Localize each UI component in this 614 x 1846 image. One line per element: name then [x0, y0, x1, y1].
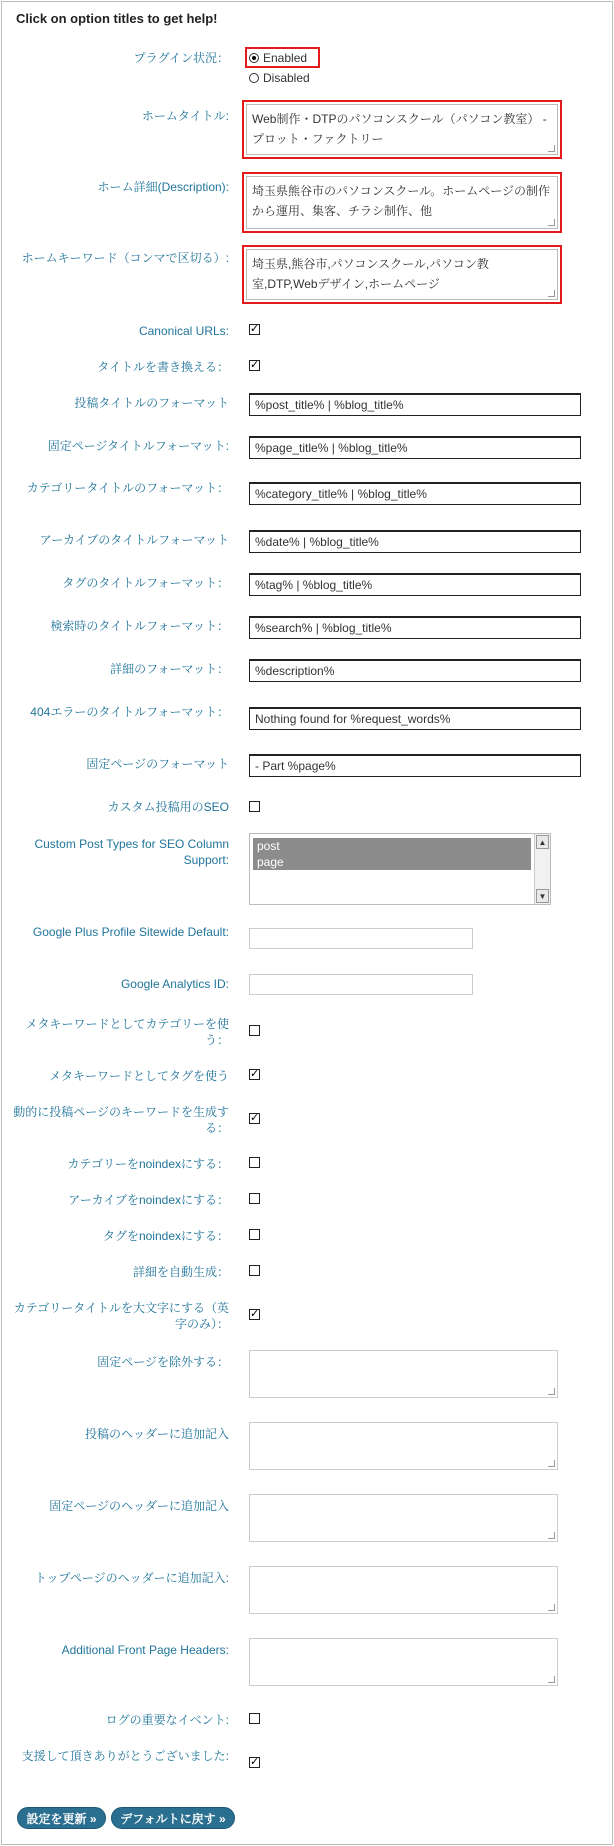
- tag-title-format-input[interactable]: %tag% | %blog_title%: [249, 573, 581, 596]
- donated-label[interactable]: 支援して頂きありがとうございました:: [21, 1749, 229, 1763]
- home-keywords-value: 埼玉県,熊谷市,パソコンスクール,パソコン教室,DTP,Webデザイン,ホームページ: [252, 257, 489, 291]
- donated-checkbox[interactable]: ✓: [250, 1756, 260, 1768]
- tag-meta-checkbox[interactable]: ✓: [250, 1068, 260, 1080]
- update-settings-button[interactable]: 設定を更新 »: [17, 1807, 106, 1829]
- category-noindex-label[interactable]: カテゴリーをnoindexにする：: [67, 1157, 229, 1171]
- resize-grip-icon[interactable]: [548, 1676, 555, 1683]
- radio-disabled-dot[interactable]: [249, 73, 259, 83]
- capitalize-category-checkbox[interactable]: ✓: [250, 1308, 260, 1320]
- dynamic-keywords-checkbox[interactable]: ✓: [250, 1112, 260, 1124]
- home-description-textarea[interactable]: [246, 176, 558, 229]
- 404-title-format-label[interactable]: 404エラーのタイトルフォーマット：: [30, 705, 229, 719]
- page-title-format-input[interactable]: %page_title% | %blog_title%: [249, 436, 581, 459]
- radio-disabled-label: Disabled: [263, 71, 310, 85]
- auto-description-checkbox[interactable]: [249, 1265, 260, 1276]
- archive-noindex-label[interactable]: アーカイブをnoindexにする：: [68, 1193, 229, 1207]
- cpt-option-page[interactable]: page: [253, 854, 531, 870]
- paged-format-label[interactable]: 固定ページのフォーマット: [86, 757, 229, 771]
- home-title-label[interactable]: ホームタイトル:: [141, 109, 229, 123]
- description-format-label[interactable]: 詳細のフォーマット：: [110, 662, 229, 676]
- category-meta-label[interactable]: メタキーワードとしてカテゴリーを使う：: [25, 1017, 229, 1047]
- canonical-urls-checkbox[interactable]: ✓: [250, 323, 260, 335]
- home-keywords-textarea[interactable]: [246, 249, 558, 300]
- resize-grip-icon[interactable]: [548, 1460, 555, 1467]
- resize-grip-icon[interactable]: [548, 219, 555, 226]
- home-keywords-label[interactable]: ホームキーワード（コンマで区切る）:: [21, 251, 229, 265]
- tag-noindex-label[interactable]: タグをnoindexにする：: [102, 1229, 229, 1243]
- google-analytics-label[interactable]: Google Analytics ID:: [120, 977, 229, 991]
- description-format-input[interactable]: %description%: [249, 659, 581, 682]
- archive-title-format-input[interactable]: %date% | %blog_title%: [249, 530, 581, 553]
- tag-meta-label[interactable]: メタキーワードとしてタグを使う: [48, 1069, 229, 1083]
- scroll-up-icon[interactable]: ▲: [536, 835, 549, 849]
- rewrite-titles-checkbox[interactable]: ✓: [250, 359, 260, 371]
- cpt-option-post[interactable]: post: [253, 838, 531, 854]
- category-noindex-checkbox[interactable]: [249, 1157, 260, 1168]
- radio-enabled[interactable]: [249, 51, 307, 65]
- post-header-textarea[interactable]: [249, 1422, 558, 1470]
- home-title-value: Web制作・DTPのパソコンスクール（パソコン教室） - プロット・ファクトリー: [252, 112, 547, 146]
- custom-post-seo-label[interactable]: カスタム投稿用のSEO: [107, 800, 229, 814]
- resize-grip-icon[interactable]: [548, 145, 555, 152]
- auto-description-label[interactable]: 詳細を自動生成：: [132, 1265, 229, 1279]
- listbox-scrollbar[interactable]: [534, 834, 550, 904]
- exclude-pages-textarea[interactable]: [249, 1350, 558, 1398]
- search-title-format-label[interactable]: 検索時のタイトルフォーマット：: [50, 619, 229, 633]
- cpt-listbox[interactable]: [249, 833, 551, 905]
- page-header-textarea[interactable]: [249, 1494, 558, 1542]
- home-description-highlight: [242, 172, 562, 233]
- category-title-format-input[interactable]: %category_title% | %blog_title%: [249, 482, 581, 505]
- home-title-textarea[interactable]: [246, 104, 558, 155]
- 404-title-format-input[interactable]: Nothing found for %request_words%: [249, 707, 581, 730]
- settings-panel: [1, 1, 613, 1845]
- archive-noindex-checkbox[interactable]: [249, 1193, 260, 1204]
- home-keywords-highlight: [242, 245, 562, 304]
- archive-title-format-label[interactable]: アーカイブのタイトルフォーマット: [39, 533, 229, 547]
- post-title-format-label[interactable]: 投稿タイトルのフォーマット: [74, 396, 229, 410]
- capitalize-category-label[interactable]: カテゴリータイトルを大文字にする（英字のみ）：: [13, 1301, 229, 1331]
- google-plus-input[interactable]: [249, 928, 473, 949]
- custom-post-seo-checkbox[interactable]: [249, 801, 260, 812]
- search-title-format-input[interactable]: %search% | %blog_title%: [249, 616, 581, 639]
- exclude-pages-label[interactable]: 固定ページを除外する：: [97, 1355, 229, 1369]
- help-hint: Click on option titles to get help!: [16, 11, 218, 26]
- plugin-status-label[interactable]: プラグイン状況：: [133, 51, 229, 65]
- google-analytics-input[interactable]: [249, 974, 473, 995]
- category-title-format-label[interactable]: カテゴリータイトルのフォーマット：: [26, 481, 229, 495]
- resize-grip-icon[interactable]: [548, 1532, 555, 1539]
- category-meta-checkbox[interactable]: [249, 1025, 260, 1036]
- rewrite-titles-label[interactable]: タイトルを書き換える：: [97, 360, 229, 374]
- google-plus-label[interactable]: Google Plus Profile Sitewide Default:: [32, 925, 229, 939]
- additional-front-headers-textarea[interactable]: [249, 1638, 558, 1686]
- paged-format-input[interactable]: - Part %page%: [249, 754, 581, 777]
- page-title-format-label[interactable]: 固定ページタイトルフォーマット:: [47, 439, 229, 453]
- post-title-format-input[interactable]: %post_title% | %blog_title%: [249, 393, 581, 416]
- front-header-label[interactable]: トップページのヘッダーに追加記入:: [34, 1571, 229, 1585]
- tag-title-format-label[interactable]: タグのタイトルフォーマット：: [62, 576, 229, 590]
- log-events-checkbox[interactable]: [249, 1713, 260, 1724]
- canonical-urls-label[interactable]: Canonical URLs:: [138, 324, 229, 338]
- log-events-label[interactable]: ログの重要なイベント:: [105, 1713, 229, 1727]
- tag-noindex-checkbox[interactable]: [249, 1229, 260, 1240]
- dynamic-keywords-label[interactable]: 動的に投稿ページのキーワードを生成する：: [13, 1105, 229, 1135]
- radio-enabled-label: Enabled: [263, 51, 308, 65]
- page-header-label[interactable]: 固定ページのヘッダーに追加記入: [49, 1499, 229, 1513]
- resize-grip-icon[interactable]: [548, 1388, 555, 1395]
- reset-defaults-button[interactable]: デフォルトに戻す »: [111, 1807, 235, 1829]
- radio-disabled[interactable]: [249, 71, 310, 85]
- additional-front-headers-label[interactable]: Additional Front Page Headers:: [61, 1643, 229, 1657]
- cpt-support-label[interactable]: Custom Post Types for SEO Column Support:: [34, 837, 229, 867]
- home-description-label[interactable]: ホーム詳細(Description):: [97, 180, 229, 194]
- scroll-down-icon[interactable]: ▼: [536, 889, 549, 903]
- home-description-value: 埼玉県熊谷市のパソコンスクール。ホームページの制作から運用、集客、チラシ制作、他: [252, 184, 550, 218]
- resize-grip-icon[interactable]: [548, 1604, 555, 1611]
- radio-enabled-dot[interactable]: [249, 53, 259, 63]
- resize-grip-icon[interactable]: [548, 290, 555, 297]
- home-title-highlight: [242, 100, 562, 159]
- post-header-label[interactable]: 投稿のヘッダーに追加記入: [84, 1427, 229, 1441]
- front-header-textarea[interactable]: [249, 1566, 558, 1614]
